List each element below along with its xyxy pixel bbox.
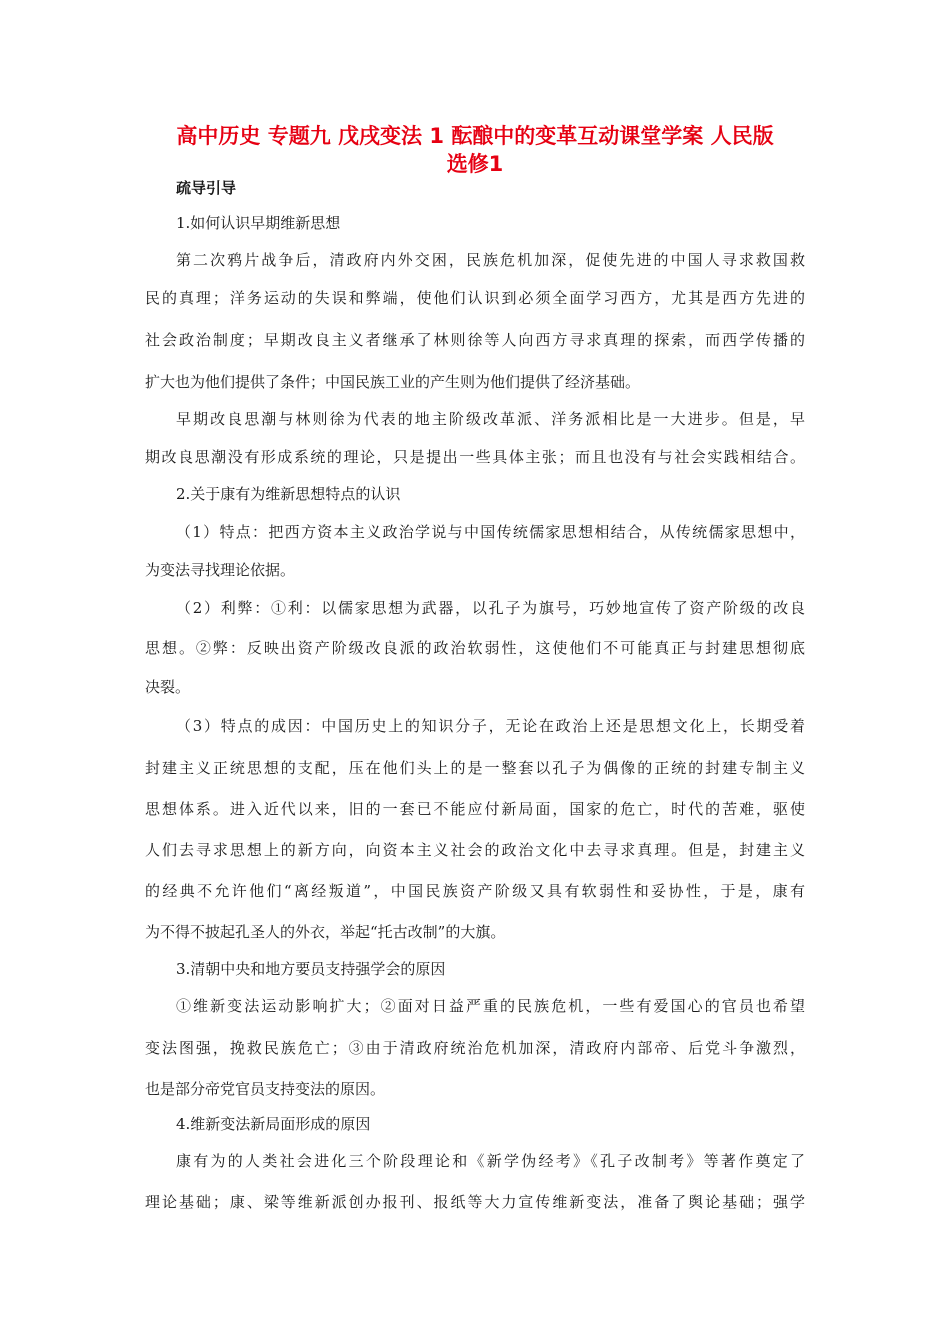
paragraph-line: 为变法寻找理论依据。 xyxy=(145,561,296,579)
paragraph-line: 早期改良思潮与林则徐为代表的地主阶级改革派、洋务派相比是一大进步。但是，早 xyxy=(176,410,805,428)
subheading-2: 2.关于康有为维新思想特点的认识 xyxy=(176,485,401,503)
paragraph-line: （3）特点的成因：中国历史上的知识分子，无论在政治上还是思想文化上，长期受着 xyxy=(176,717,805,735)
paragraph-line: 思想体系。进入近代以来，旧的一套已不能应付新局面，国家的危亡，时代的苦难，驱使 xyxy=(145,800,805,818)
paragraph-line: 封建主义正统思想的支配，压在他们头上的是一整套以孔子为偶像的正统的封建专制主义 xyxy=(145,759,805,777)
paragraph-line: 第二次鸦片战争后，清政府内外交困，民族危机加深，促使先进的中国人寻求救国救 xyxy=(176,251,805,269)
paragraph-line: 的经典不允许他们“离经叛道”，中国民族资产阶级又具有软弱性和妥协性，于是，康有 xyxy=(145,882,805,900)
paragraph-line: 人们去寻求思想上的新方向，向资本主义社会的政治文化中去寻求真理。但是，封建主义 xyxy=(145,841,805,859)
paragraph-line: （1）特点：把西方资本主义政治学说与中国传统儒家思想相结合，从传统儒家思想中， xyxy=(176,523,805,541)
paragraph-line: 为不得不披起孔圣人的外衣，举起“托古改制”的大旗。 xyxy=(145,923,506,941)
subheading-3: 3.清朝中央和地方要员支持强学会的原因 xyxy=(176,960,446,978)
section-heading: 疏导引导 xyxy=(176,179,237,197)
paragraph-line: 变法图强，挽救民族危亡；③由于清政府统治危机加深，清政府内部帝、后党斗争激烈， xyxy=(145,1039,805,1057)
paragraph-line: 民的真理；洋务运动的失误和弊端，使他们认识到必须全面学习西方，尤其是西方先进的 xyxy=(145,289,805,307)
paragraph-line: 扩大也为他们提供了条件；中国民族工业的产生则为他们提供了经济基础。 xyxy=(145,373,641,391)
document-title-line-2: 选修1 xyxy=(446,152,504,176)
paragraph-line: （2）利弊：①利：以儒家思想为武器，以孔子为旗号，巧妙地宣传了资产阶级的改良 xyxy=(176,599,805,617)
paragraph-line: 康有为的人类社会进化三个阶段理论和《新学伪经考》《孔子改制考》等著作奠定了 xyxy=(176,1152,805,1170)
subheading-4: 4.维新变法新局面形成的原因 xyxy=(176,1115,371,1133)
paragraph-line: 决裂。 xyxy=(145,678,191,696)
paragraph-line: 期改良思潮没有形成系统的理论，只是提出一些具体主张；而且也没有与社会实践相结合。 xyxy=(145,448,805,466)
paragraph-line: 理论基础；康、梁等维新派创办报刊、报纸等大力宣传维新变法，准备了舆论基础；强学 xyxy=(145,1193,805,1211)
subheading-1: 1.如何认识早期维新思想 xyxy=(176,214,341,232)
paragraph-line: ①维新变法运动影响扩大；②面对日益严重的民族危机，一些有爱国心的官员也希望 xyxy=(176,997,805,1015)
document-title-line-1: 高中历史 专题九 戊戌变法 1 酝酿中的变革互动课堂学案 人民版 xyxy=(176,124,774,148)
paragraph-line: 社会政治制度；早期改良主义者继承了林则徐等人向西方寻求真理的探索，而西学传播的 xyxy=(145,331,805,349)
paragraph-line: 思想。②弊：反映出资产阶级改良派的政治软弱性，这使他们不可能真正与封建思想彻底 xyxy=(145,639,805,657)
paragraph-line: 也是部分帝党官员支持变法的原因。 xyxy=(145,1080,386,1098)
